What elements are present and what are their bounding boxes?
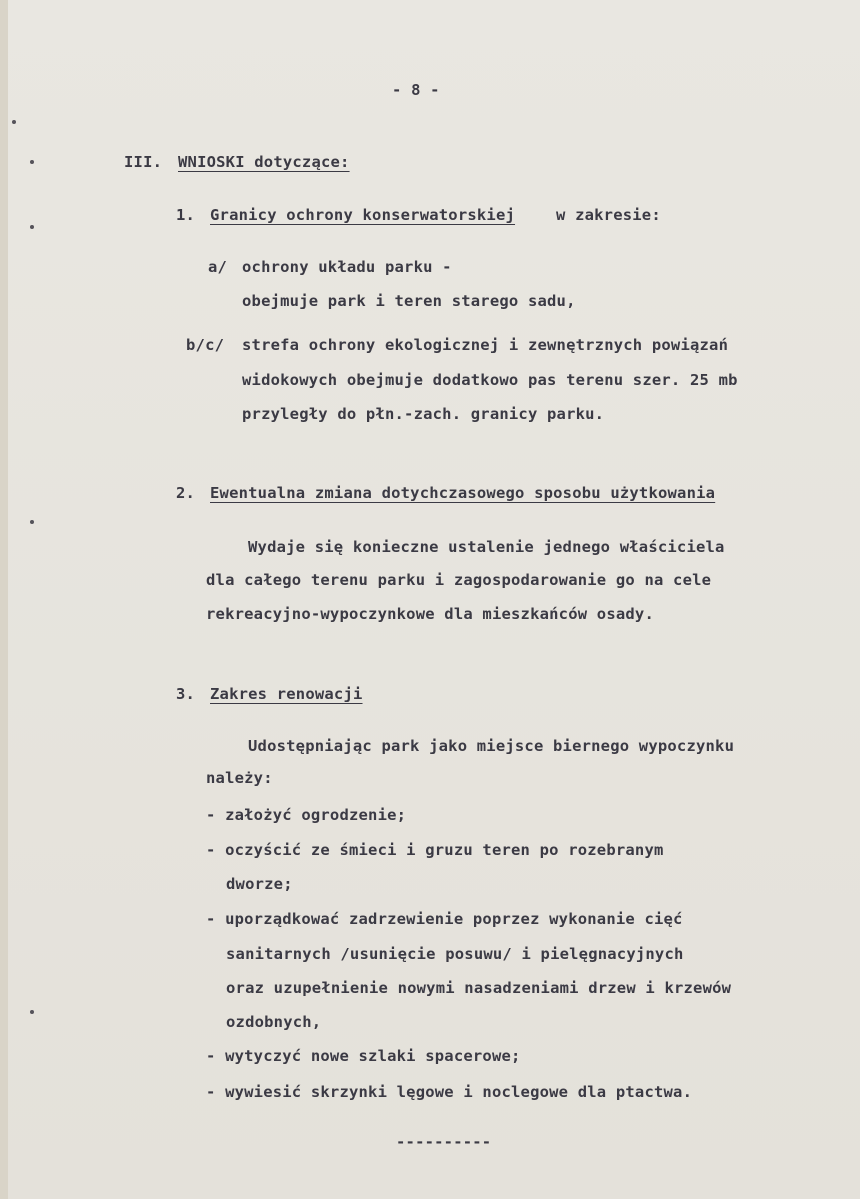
item3-bullet2-line1: - oczyścić ze śmieci i gruzu teren po rozebranym <box>206 841 664 859</box>
item3-bullet5: - wywiesić skrzynki lęgowe i noclegowe dla ptactwa. <box>206 1083 693 1101</box>
item1-bc-marker: b/c/ <box>186 336 225 354</box>
item3-number: 3. <box>176 685 196 703</box>
item1-a-line1: ochrony układu parku - <box>242 258 452 276</box>
item1-bc-line3: przyległy do płn.-zach. granicy parku. <box>242 405 605 423</box>
item3-intro2: należy: <box>206 769 273 787</box>
item3-bullet1: - założyć ogrodzenie; <box>206 806 407 824</box>
item2-line2: dla całego terenu parku i zagospodarowanie go na cele <box>206 571 712 589</box>
item3-bullet4: - wytyczyć nowe szlaki spacerowe; <box>206 1047 521 1065</box>
item3-bullet3-line2: sanitarnych /usunięcie posuwu/ i pielęgnacyjnych <box>226 945 684 963</box>
margin-mark <box>30 520 34 524</box>
section-number: III. <box>124 153 163 171</box>
margin-mark <box>30 225 34 229</box>
item2-number: 2. <box>176 484 196 502</box>
margin-mark <box>12 120 16 124</box>
item1-a-marker: a/ <box>208 258 228 276</box>
item3-title: Zakres renowacji <box>210 685 363 703</box>
item3-bullet2-line2: dworze; <box>226 875 293 893</box>
item1-number: 1. <box>176 206 196 224</box>
margin-mark <box>30 160 34 164</box>
paper-edge <box>0 0 8 1199</box>
item1-title-suffix: w zakresie: <box>556 206 661 224</box>
item2-title: Ewentualna zmiana dotychczasowego sposobu użytkowania <box>210 484 716 502</box>
item3-bullet3-line1: - uporządkować zadrzewienie poprzez wykonanie cięć <box>206 910 683 928</box>
item3-bullet3-line3: oraz uzupełnienie nowymi nasadzeniami drzew i krzewów <box>226 979 732 997</box>
item1-bc-line2: widokowych obejmuje dodatkowo pas terenu szer. 25 mb <box>242 371 738 389</box>
item1-bc-line1: strefa ochrony ekologicznej i zewnętrznych powiązań <box>242 336 729 354</box>
page-number: - 8 - <box>392 81 440 99</box>
section-title: WNIOSKI dotyczące: <box>178 153 350 171</box>
item1-a-line2: obejmuje park i teren starego sadu, <box>242 292 576 310</box>
item3-intro1: Udostępniając park jako miejsce biernego wypoczynku <box>248 737 735 755</box>
item3-bullet3-line4: ozdobnych, <box>226 1013 322 1031</box>
margin-mark <box>30 1010 34 1014</box>
item2-line1: Wydaje się konieczne ustalenie jednego właściciela <box>248 538 725 556</box>
item1-title: Granicy ochrony konserwatorskiej <box>210 206 516 224</box>
item2-line3: rekreacyjno-wypoczynkowe dla mieszkańców osady. <box>206 605 654 623</box>
end-mark: ---------- <box>396 1133 492 1151</box>
